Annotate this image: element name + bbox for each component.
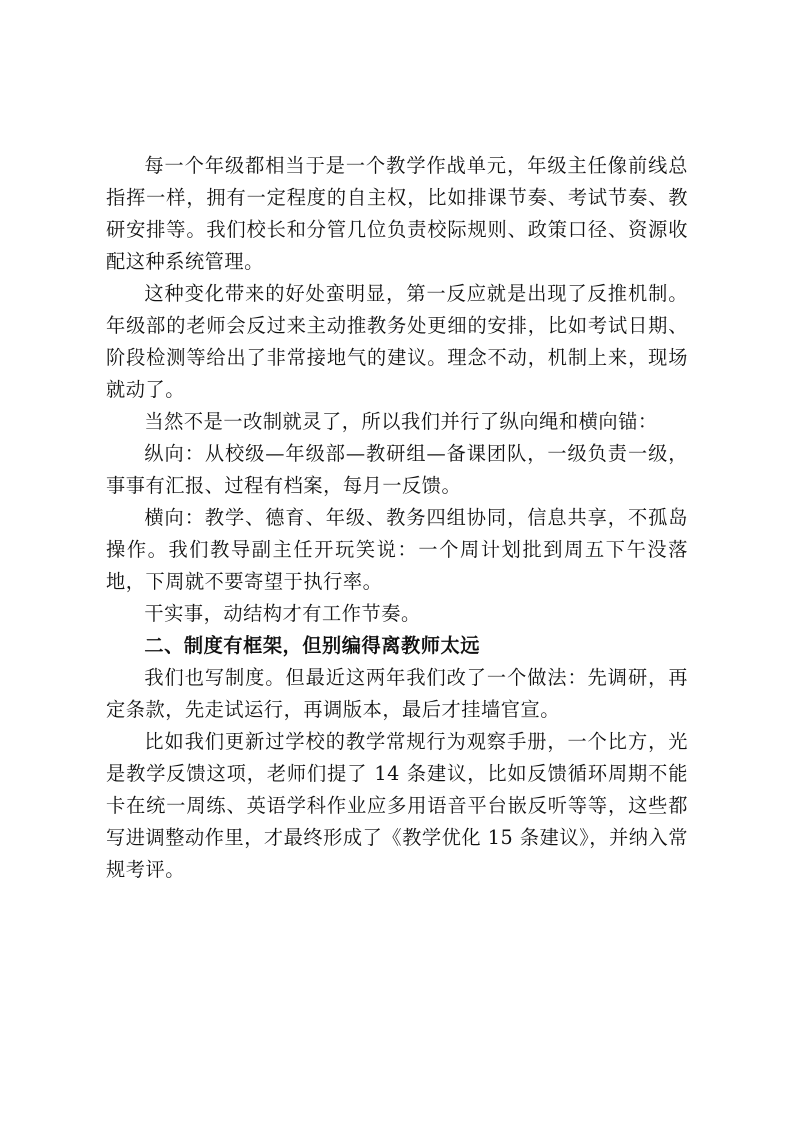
paragraph-reverse-mechanism: 这种变化带来的好处蛮明显，第一反应就是出现了反推机制。年级部的老师会反过来主动推教务处更细的安排，比如考试日期、阶段检测等给出了非常接地气的建议。理念不动，机制上来，现场就动了。	[106, 282, 688, 401]
paragraph-system-writing: 我们也写制度。但最近这两年我们改了一个做法：先调研，再定条款，先走试运行，再调版本，最后才挂墙官宣。	[106, 666, 688, 721]
paragraph-work-rhythm: 干实事，动结构才有工作节奏。	[144, 602, 421, 625]
paragraph-grade-units: 每一个年级都相当于是一个教学作战单元，年级主任像前线总指挥一样，拥有一定程度的自主权，比如排课节奏、考试节奏、教研安排等。我们校长和分管几位负责校际规则、政策口径、资源收配这种系统管理。	[106, 154, 688, 273]
paragraph-vertical-horizontal: 当然不是一改制就灵了，所以我们并行了纵向绳和横向锚：	[144, 410, 658, 433]
document-page	[106, 150, 688, 886]
paragraph-vertical: 纵向：从校级—年级部—教研组—备课团队，一级负责一级，事事有汇报、过程有档案，每月一反馈。	[106, 442, 688, 497]
paragraph-horizontal: 横向：教学、德育、年级、教务四组协同，信息共享，不孤岛操作。我们教导副主任开玩笑说：一个周计划批到周五下午没落地，下周就不要寄望于执行率。	[106, 506, 688, 593]
paragraph-teaching-suggestions: 比如我们更新过学校的教学常规行为观察手册，一个比方，光是教学反馈这项，老师们提了 14 条建议，比如反馈循环周期不能卡在统一周练、英语学科作业应多用语音平台嵌反听等等，这些都写进调整动作里，才最终形成了《教学优化 15 条建议》，并纳入常规考评。	[106, 730, 688, 881]
section-heading: 二、制度有框架，但别编得离教师太远	[144, 634, 480, 657]
